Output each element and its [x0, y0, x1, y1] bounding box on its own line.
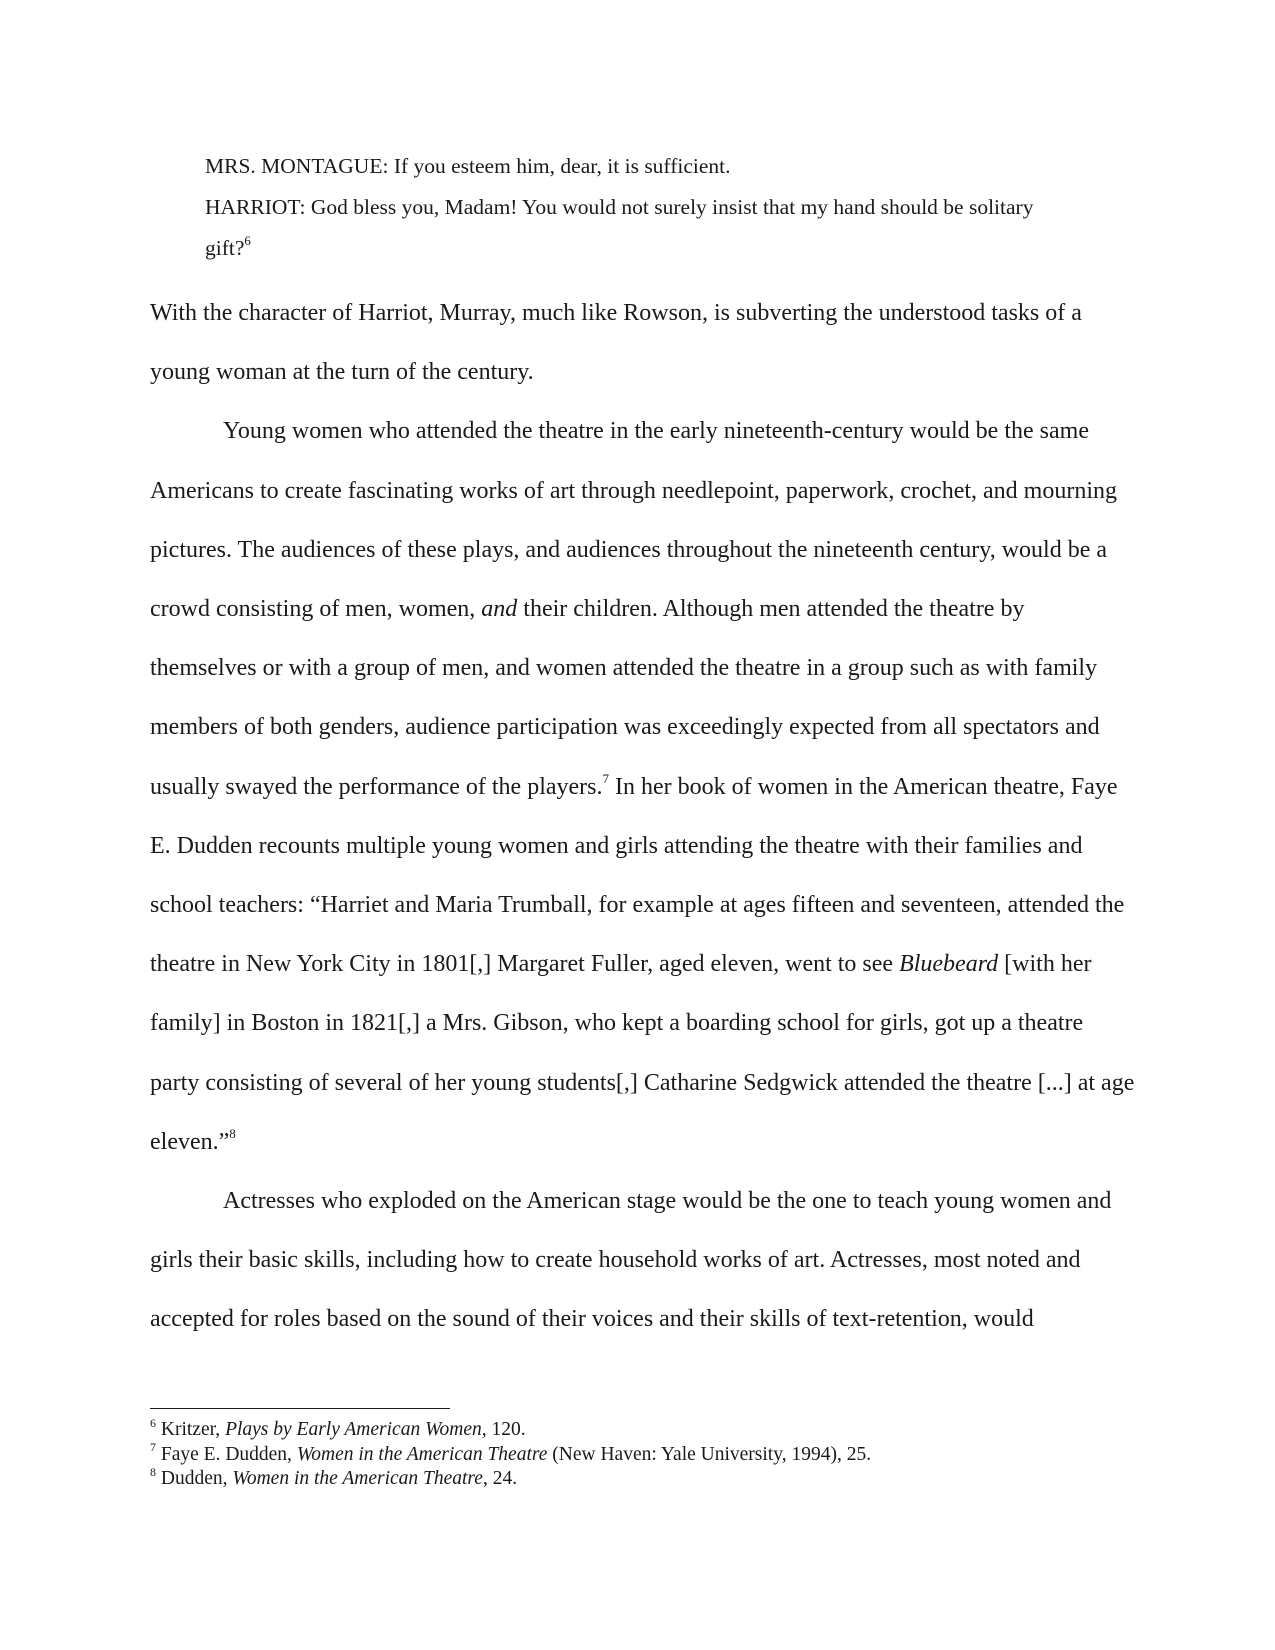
dialogue-text: gift? [205, 236, 245, 260]
footnote-text: Kritzer, [156, 1419, 226, 1440]
footnote-number: 6 [150, 1415, 156, 1430]
speaker-name: MRS. MONTAGUE: [205, 154, 389, 178]
paragraph-2-part-b: their children. Although men attended the theatre by themselves or with a group of men, and women attended the theatre in a group such as with family members of both genders, audience participation was exceedingly expected from all spectators and usually swayed the performance of the players. [150, 596, 1100, 800]
footnote-ref-6: 6 [244, 232, 251, 248]
dialogue-text: God bless you, Madam! You would not surely insist that my hand should be solitary [310, 195, 1034, 219]
paragraph-3: Actresses who exploded on the American stage would be the one to teach young women and girls their basic skills, including how to create household works of art. Actresses, most noted and accepted for roles based on the sound of their voices and their skills of text-retention, would [150, 1188, 1112, 1333]
dialogue-line-harriot [205, 187, 1105, 228]
footnote-text: Faye E. Dudden, [156, 1443, 297, 1465]
footnote-8 [150, 1464, 1135, 1492]
footnote-title: Women in the American Theatre [296, 1443, 548, 1465]
paragraph-2-part-c: In her book of women in the American theatre, Faye E. Dudden recounts multiple young women and girls attending the theatre with their families and school teachers: “Harriet and Maria Trumball, for example at ages fifteen and seventeen, attended the theatre in New York City in 1801[,] Margaret Fuller, aged eleven, went to see [150, 773, 1125, 978]
footnote-text: , 24. [482, 1468, 518, 1489]
speaker-name: HARRIOT: [205, 195, 306, 219]
footnote-separator [150, 1408, 450, 1409]
paragraph-1: With the character of Harriot, Murray, much like Rowson, is subverting the understood tasks of a young woman at the turn of the century. [150, 300, 1082, 386]
paragraph-2-part-a: Young women who attended the theatre in the early nineteenth-century would be the same Americans to create fascinating works of art through needlepoint, paperwork, crochet, and mourning pictures. The audiences of these plays, and audiences throughout the nineteenth century, would be a crowd consisting of men, women, [150, 418, 1117, 623]
footnote-6 [150, 1415, 1135, 1443]
footnote-title: Plays by Early American Women, [225, 1419, 487, 1440]
paragraph-2 [150, 402, 1135, 1172]
footnote-title: Women in the American Theatre [232, 1468, 483, 1489]
dialogue-line-montague [205, 146, 1105, 187]
footnotes [150, 1415, 1135, 1492]
footnote-number: 8 [150, 1464, 156, 1479]
footnote-number: 7 [150, 1440, 156, 1454]
play-dialogue-block [205, 146, 1105, 269]
body-text [150, 284, 1135, 1350]
paragraph-2-part-d: [with her family] in Boston in 1821[,] a Mrs. Gibson, who kept a boarding school for girls, got up a theatre party consisting of several of her young students[,] Catharine Sedgwick attended the theatre [...] at age eleven.” [150, 951, 1135, 1155]
footnote-text: Dudden, [156, 1468, 233, 1489]
footnote-7 [150, 1440, 1135, 1468]
footnote-ref-8: 8 [229, 1125, 236, 1141]
footnote-text: (New Haven: Yale University, 1994), 25. [547, 1443, 872, 1465]
title-bluebeard: Bluebeard [899, 951, 999, 978]
emphasis-and: and [481, 596, 518, 623]
footnote-ref-7: 7 [602, 770, 609, 786]
dialogue-line-harriot-cont [205, 228, 1105, 269]
footnote-text: 120. [486, 1419, 526, 1440]
dialogue-text: If you esteem him, dear, it is sufficient. [393, 154, 731, 178]
